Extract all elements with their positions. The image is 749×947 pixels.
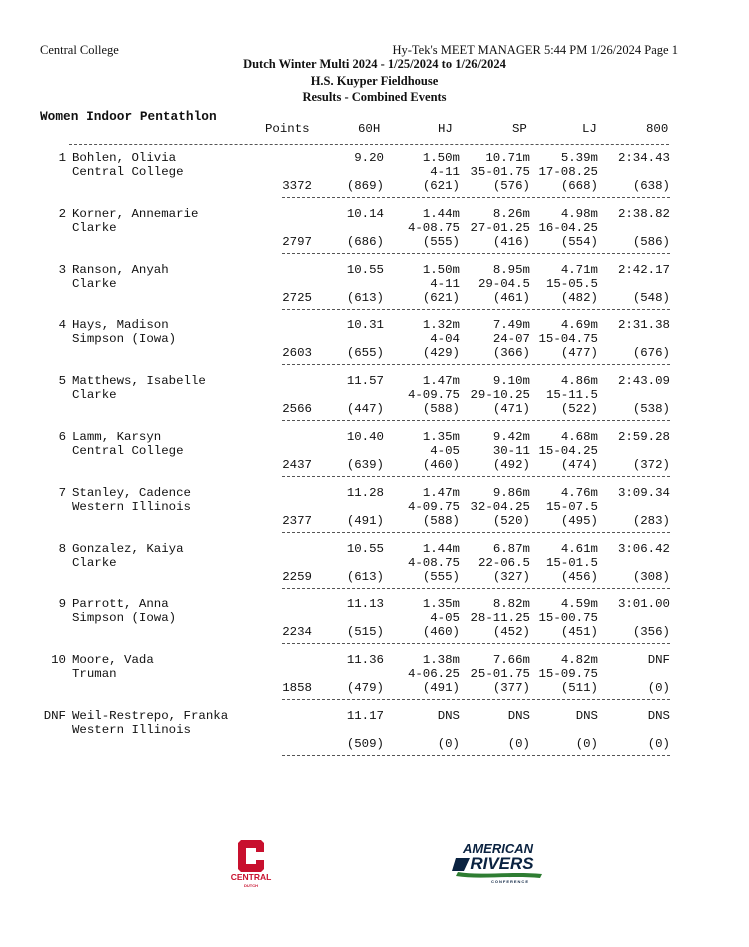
total-points: 2566	[282, 402, 312, 417]
event-score: (416)	[492, 234, 530, 249]
venue: H.S. Kuyper Fieldhouse	[310, 74, 439, 88]
event-mark: 1.50m	[422, 262, 460, 277]
row-divider	[282, 532, 670, 533]
event-score: (492)	[492, 458, 530, 472]
event-score: (491)	[346, 513, 384, 528]
event-score: (366)	[492, 346, 530, 361]
col-sp: SP	[512, 122, 527, 136]
converted-mark: 28-11.25	[470, 611, 530, 626]
athlete-name: Stanley, Cadence	[72, 485, 191, 500]
event-score: (356)	[632, 625, 670, 640]
event-mark: 4.86m	[560, 374, 598, 389]
svg-text:CONFERENCE: CONFERENCE	[490, 879, 530, 884]
event-score: (460)	[422, 625, 460, 640]
row-divider	[282, 643, 670, 644]
col-hj: HJ	[438, 122, 453, 136]
central-college-logo	[228, 838, 274, 888]
athlete-place: 3	[58, 262, 66, 277]
athlete-name: Korner, Annemarie	[72, 206, 199, 221]
converted-mark: 4-05	[430, 444, 460, 458]
converted-mark: 4-04	[430, 332, 460, 347]
event-score: (447)	[346, 402, 384, 417]
event-score: (283)	[632, 513, 670, 528]
event-score: (308)	[632, 569, 670, 584]
event-score: (554)	[560, 234, 598, 249]
converted-mark: 35-01.75	[470, 165, 530, 179]
event-mark: 10.71m	[485, 151, 530, 165]
event-mark: 3:06.42	[617, 541, 670, 556]
col-points: Points	[265, 122, 310, 136]
meet-title: Dutch Winter Multi 2024 - 1/25/2024 to 1/26/2024	[243, 57, 506, 71]
event-mark: 4.69m	[560, 318, 598, 333]
event-score: (474)	[560, 458, 598, 472]
event-score: (555)	[422, 569, 460, 584]
athlete-name: Lamm, Karsyn	[72, 430, 162, 444]
event-score: (461)	[492, 290, 530, 305]
converted-mark: 22-06.5	[477, 555, 530, 570]
event-score: (327)	[492, 569, 530, 584]
event-score: (509)	[346, 737, 384, 751]
event-mark: 8.26m	[492, 206, 530, 221]
event-score: (588)	[422, 513, 460, 528]
athlete-place: 7	[58, 485, 66, 500]
athlete-name: Moore, Vada	[72, 653, 154, 668]
athlete-team: Clarke	[72, 555, 117, 570]
event-score: (655)	[346, 346, 384, 361]
event-score: (639)	[346, 458, 384, 472]
athlete-team: Central College	[72, 444, 184, 458]
event-score: (676)	[632, 346, 670, 361]
athlete-place: 5	[58, 374, 66, 389]
svg-text:CENTRAL: CENTRAL	[230, 872, 272, 882]
event-mark: 3:01.00	[617, 597, 670, 612]
event-score: (377)	[492, 681, 530, 696]
total-points: 1858	[282, 681, 312, 696]
event-score: (479)	[346, 681, 384, 696]
event-score: (586)	[632, 234, 670, 249]
event-score: (588)	[422, 402, 460, 417]
event-mark: DNS	[507, 709, 530, 723]
american-rivers-conference-logo	[450, 838, 546, 886]
event-score: (482)	[560, 290, 598, 305]
total-points: 2725	[282, 290, 312, 305]
event-mark: 1.44m	[422, 206, 460, 221]
event-mark: 4.71m	[560, 262, 598, 277]
converted-mark: 27-01.25	[470, 220, 530, 235]
event-score: (0)	[647, 681, 670, 696]
event-score: (613)	[346, 569, 384, 584]
athlete-name: Bohlen, Olivia	[72, 151, 177, 165]
event-score: (522)	[560, 402, 598, 417]
row-divider	[282, 309, 670, 310]
athlete-name: Hays, Madison	[72, 318, 169, 333]
event-score: (451)	[560, 625, 598, 640]
athlete-place: 10	[51, 653, 66, 668]
athlete-place: 6	[58, 430, 66, 444]
total-points: 2603	[282, 346, 312, 361]
event-mark: DNS	[437, 709, 460, 723]
event-mark: 10.14	[346, 206, 384, 221]
event-score: (869)	[346, 179, 384, 193]
event-mark: 10.31	[346, 318, 384, 333]
svg-text:DUTCH: DUTCH	[244, 883, 258, 888]
total-points: 2797	[282, 234, 312, 249]
row-divider	[282, 755, 670, 756]
event-mark: 11.17	[346, 709, 384, 723]
event-score: (495)	[560, 513, 598, 528]
converted-mark: 4-09.75	[407, 499, 460, 514]
athlete-place: 4	[58, 318, 66, 333]
athlete-name: Parrott, Anna	[72, 597, 169, 612]
event-mark: 1.35m	[422, 430, 460, 444]
total-points: 2259	[282, 569, 312, 584]
svg-text:RIVERS: RIVERS	[470, 854, 534, 873]
event-mark: 1.38m	[422, 653, 460, 668]
athlete-name: Ranson, Anyah	[72, 262, 169, 277]
converted-mark: 15-07.5	[545, 499, 598, 514]
event-mark: 7.66m	[492, 653, 530, 668]
event-mark: 11.13	[346, 597, 384, 612]
athlete-team: Clarke	[72, 388, 117, 403]
event-score: (511)	[560, 681, 598, 696]
athlete-name: Weil-Restrepo, Franka	[72, 709, 229, 723]
converted-mark: 24-07	[492, 332, 530, 347]
event-mark: 2:31.38	[617, 318, 670, 333]
event-mark: 9.86m	[492, 485, 530, 500]
event-score: (0)	[647, 737, 670, 751]
event-mark: DNF	[647, 653, 670, 668]
header-software-info: Hy-Tek's MEET MANAGER 5:44 PM 1/26/2024 Page 1	[392, 43, 678, 57]
event-mark: 9.10m	[492, 374, 530, 389]
converted-mark: 17-08.25	[538, 165, 598, 179]
event-mark: 1.47m	[422, 374, 460, 389]
event-mark: 4.76m	[560, 485, 598, 500]
athlete-place: 2	[58, 206, 66, 221]
athlete-team: Clarke	[72, 276, 117, 291]
event-score: (452)	[492, 625, 530, 640]
event-mark: 1.35m	[422, 597, 460, 612]
converted-mark: 32-04.25	[470, 499, 530, 514]
row-divider	[282, 476, 670, 477]
event-score: (456)	[560, 569, 598, 584]
event-mark: 10.55	[346, 262, 384, 277]
event-mark: 1.50m	[422, 151, 460, 165]
converted-mark: 15-09.75	[538, 667, 598, 682]
event-mark: 11.28	[346, 485, 384, 500]
event-mark: 11.57	[346, 374, 384, 389]
converted-mark: 4-08.75	[407, 555, 460, 570]
row-divider	[282, 420, 670, 421]
total-points: 2234	[282, 625, 312, 640]
converted-mark: 15-05.5	[545, 276, 598, 291]
event-mark: 2:43.09	[617, 374, 670, 389]
col-800: 800	[646, 122, 669, 136]
event-mark: 4.59m	[560, 597, 598, 612]
event-score: (621)	[422, 290, 460, 305]
total-points: 3372	[282, 179, 312, 193]
event-mark: 4.68m	[560, 430, 598, 444]
event-score: (555)	[422, 234, 460, 249]
col-60h: 60H	[358, 122, 381, 136]
event-score: (0)	[507, 737, 530, 751]
athlete-team: Simpson (Iowa)	[72, 611, 177, 626]
converted-mark: 25-01.75	[470, 667, 530, 682]
converted-mark: 4-05	[430, 611, 460, 626]
event-score: (576)	[492, 179, 530, 193]
converted-mark: 15-00.75	[538, 611, 598, 626]
athlete-team: Truman	[72, 667, 117, 682]
row-divider	[282, 699, 670, 700]
athlete-place: 8	[58, 541, 66, 556]
event-mark: 10.55	[346, 541, 384, 556]
event-score: (686)	[346, 234, 384, 249]
row-divider	[282, 197, 670, 198]
results-subtitle: Results - Combined Events	[302, 90, 447, 104]
event-mark: 4.98m	[560, 206, 598, 221]
col-lj: LJ	[582, 122, 597, 136]
row-divider	[282, 364, 670, 365]
athlete-team: Clarke	[72, 220, 117, 235]
converted-mark: 15-04.25	[538, 444, 598, 458]
converted-mark: 29-04.5	[477, 276, 530, 291]
event-score: (460)	[422, 458, 460, 472]
converted-mark: 15-01.5	[545, 555, 598, 570]
athlete-team: Simpson (Iowa)	[72, 332, 177, 347]
event-mark: 2:38.82	[617, 206, 670, 221]
converted-mark: 4-11	[430, 276, 460, 291]
event-mark: 1.32m	[422, 318, 460, 333]
total-points: 2437	[282, 458, 312, 472]
event-mark: 5.39m	[560, 151, 598, 165]
converted-mark: 29-10.25	[470, 388, 530, 403]
event-mark: 4.82m	[560, 653, 598, 668]
converted-mark: 4-08.75	[407, 220, 460, 235]
athlete-team: Western Illinois	[72, 499, 191, 514]
athlete-team: Western Illinois	[72, 723, 191, 737]
event-title: Women Indoor Pentathlon	[40, 109, 217, 124]
event-score: (548)	[632, 290, 670, 305]
event-mark: 4.61m	[560, 541, 598, 556]
event-mark: DNS	[647, 709, 670, 723]
event-mark: 3:09.34	[617, 485, 670, 500]
event-mark: 9.42m	[492, 430, 530, 444]
athlete-place: 1	[58, 151, 66, 165]
athlete-name: Gonzalez, Kaiya	[72, 541, 184, 556]
event-mark: 2:59.28	[617, 430, 670, 444]
event-mark: 8.82m	[492, 597, 530, 612]
event-score: (538)	[632, 402, 670, 417]
converted-mark: 15-11.5	[545, 388, 598, 403]
svg-text:AMERICAN: AMERICAN	[462, 841, 534, 856]
event-score: (429)	[422, 346, 460, 361]
header-divider	[69, 144, 669, 145]
event-mark: 1.47m	[422, 485, 460, 500]
event-score: (372)	[632, 458, 670, 472]
converted-mark: 30-11	[492, 444, 530, 458]
event-score: (638)	[632, 179, 670, 193]
event-mark: 2:42.17	[617, 262, 670, 277]
event-score: (477)	[560, 346, 598, 361]
event-mark: 6.87m	[492, 541, 530, 556]
event-mark: DNS	[575, 709, 598, 723]
athlete-team: Central College	[72, 165, 184, 179]
event-score: (471)	[492, 402, 530, 417]
row-divider	[282, 253, 670, 254]
converted-mark: 4-06.25	[407, 667, 460, 682]
event-score: (491)	[422, 681, 460, 696]
event-mark: 1.44m	[422, 541, 460, 556]
header-school: Central College	[40, 43, 119, 57]
converted-mark: 16-04.25	[538, 220, 598, 235]
converted-mark: 4-11	[430, 165, 460, 179]
converted-mark: 15-04.75	[538, 332, 598, 347]
event-score: (0)	[575, 737, 598, 751]
converted-mark: 4-09.75	[407, 388, 460, 403]
event-score: (668)	[560, 179, 598, 193]
event-mark: 8.95m	[492, 262, 530, 277]
event-mark: 11.36	[346, 653, 384, 668]
event-score: (515)	[346, 625, 384, 640]
event-mark: 7.49m	[492, 318, 530, 333]
event-mark: 10.40	[346, 430, 384, 444]
athlete-name: Matthews, Isabelle	[72, 374, 206, 389]
total-points: 2377	[282, 513, 312, 528]
event-score: (0)	[437, 737, 460, 751]
athlete-place: DNF	[43, 709, 66, 723]
event-score: (621)	[422, 179, 460, 193]
row-divider	[282, 588, 670, 589]
event-score: (613)	[346, 290, 384, 305]
event-score: (520)	[492, 513, 530, 528]
athlete-place: 9	[58, 597, 66, 612]
event-mark: 2:34.43	[617, 151, 670, 165]
event-mark: 9.20	[354, 151, 384, 165]
